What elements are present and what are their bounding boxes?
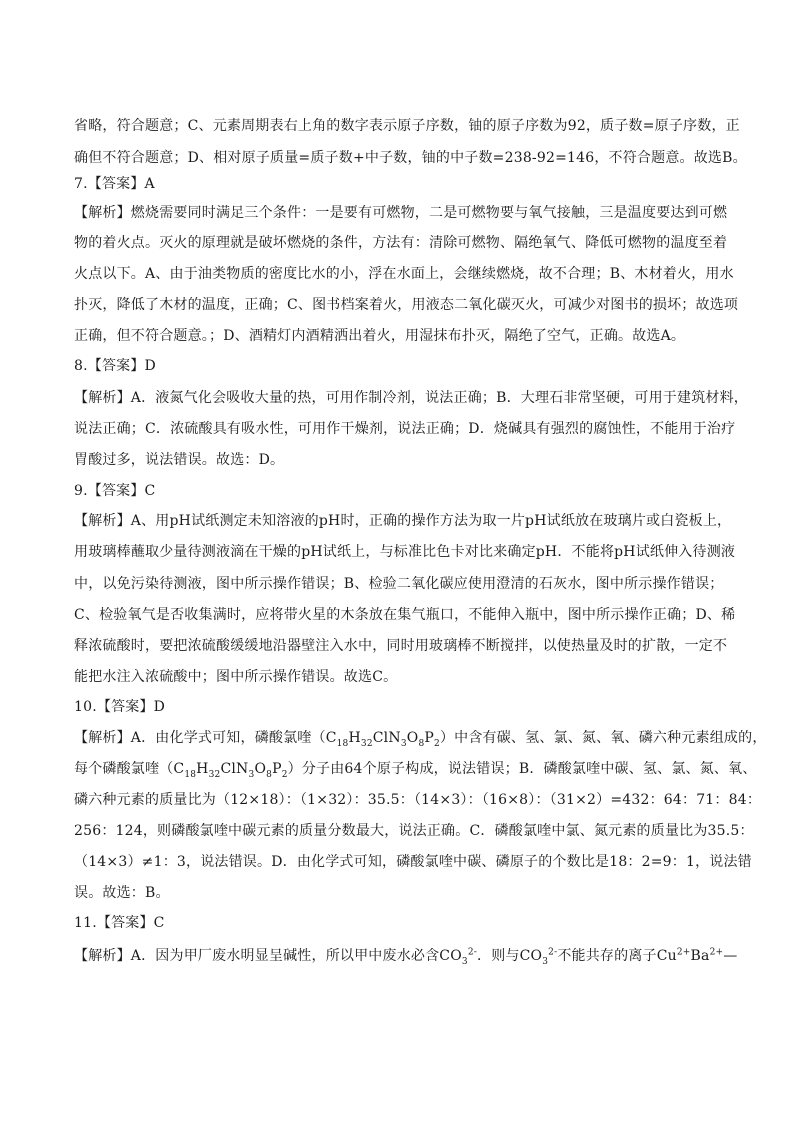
text-line: 正确，但不符合题意。；D、酒精灯内酒精洒出着火，用湿抹布扑灭，隔绝了空气，正确。故选A。 <box>74 328 686 344</box>
text-line: 误。故选：B。 <box>74 885 170 901</box>
answer-line-11: 11.【答案】C <box>74 915 165 931</box>
text-line: 用玻璃棒蘸取少量待测液滴在干燥的pH试纸上，与标准比色卡对比来确定pH．不能将pH试纸伸入待测液 <box>74 544 736 560</box>
text-line: 火点以下。A、由于油类物质的密度比水的小，浮在水面上，会继续燃烧，故不合理；B、木材着火，用水 <box>74 266 734 282</box>
text-line: （14×3）≠1：3，说法错误。D．由化学式可知，磷酸氯喹中碳、磷原子的个数比是18：2=9：1，说法错 <box>74 854 752 870</box>
answer-line-8: 8.【答案】D <box>74 358 156 374</box>
text-line: 磷六种元素的质量比为（12×18）：（1×32）：35.5：（14×3）：（16×8）：（31×2）=432：64：71：84： <box>74 792 762 808</box>
text-line: 中，以免污染待测液，图中所示操作错误；B、检验二氧化碳应使用澄清的石灰水，图中所示操作错误； <box>74 576 724 592</box>
formula-line: 【解析】A．由化学式可知，磷酸氯喹$(C_{18}H_{32}ClN_3O_8P_2)$中含有碳、氢、氯、氮、氧、磷六种元素组成的， <box>74 730 767 749</box>
text-line: 能把水注入浓硫酸中；图中所示操作错误。故选C。 <box>74 669 398 685</box>
text-line: 【解析】A、用pH试纸测定未知溶液的pH时，正确的操作方法为取一片pH试纸放在玻璃片或白瓷板上， <box>74 513 732 529</box>
text-line: 胃酸过多，说法错误。故选：D。 <box>74 452 285 468</box>
text-line: 256：124，则磷酸氯喹中碳元素的质量分数最大，说法正确。C．磷酸氯喹中氯、氮元素的质量比为35.5： <box>74 823 754 839</box>
text-line: 释浓硫酸时，要把浓硫酸缓缓地沿器壁注入水中，同时用玻璃棒不断搅拌，以使热量及时的扩散，一定不 <box>74 638 728 654</box>
text-line: 说法正确；C．浓硫酸具有吸水性，可用作干燥剂，说法正确；D．烧碱具有强烈的腐蚀性，不能用于治疗 <box>74 421 736 437</box>
text-line: 扑灭，降低了木材的温度，正确；C、图书档案着火，用液态二氧化碳灭火，可减少对图书的损坏；故选项 <box>74 297 739 313</box>
answer-line-10: 10.【答案】D <box>74 699 166 715</box>
formula-line: 每个磷酸氯喹$(C_{18}H_{32}ClN_3O_8P_2)$分子由64个原子构成，说法错误；B．磷酸氯喹中碳、氢、氯、氮、氧、 <box>74 761 757 780</box>
answer-line-9: 9.【答案】C <box>74 483 156 499</box>
text-line: 省略，符合题意；C、元素周期表右上角的数字表示原子序数，铀的原子序数为92，质子数=原子序数，正 <box>74 118 740 134</box>
text-line: C、检验氧气是否收集满时，应将带火星的木条放在集气瓶口，不能伸入瓶中，图中所示操作正确；D、稀 <box>74 607 736 623</box>
ion-line: 【解析】A．因为甲厂废水明显呈碱性，所以甲中废水必含$CO_3^{2-}$．则与$CO_3^{2-}$不能共存的离子$Cu^{2+}Ba^{2+}—$ <box>74 947 738 967</box>
text-line: 【解析】燃烧需要同时满足三个条件：一是要有可燃物，二是可燃物要与氧气接触，三是温度要达到可燃 <box>74 205 728 221</box>
text-line: 确但不符合题意；D、相对原子质量=质子数+中子数，铀的中子数=238-92=146，不符合题意。故选B。 <box>74 150 747 166</box>
text-line: 【解析】A．液氮气化会吸收大量的热，可用作制冷剂，说法正确；B．大理石非常坚硬，可用于建筑材料， <box>74 390 748 406</box>
answer-line-7: 7.【答案】A <box>74 176 155 192</box>
text-line: 物的着火点。灭火的原理就是破坏燃烧的条件，方法有：清除可燃物、隔绝氧气、降低可燃物的温度至着 <box>74 235 728 251</box>
